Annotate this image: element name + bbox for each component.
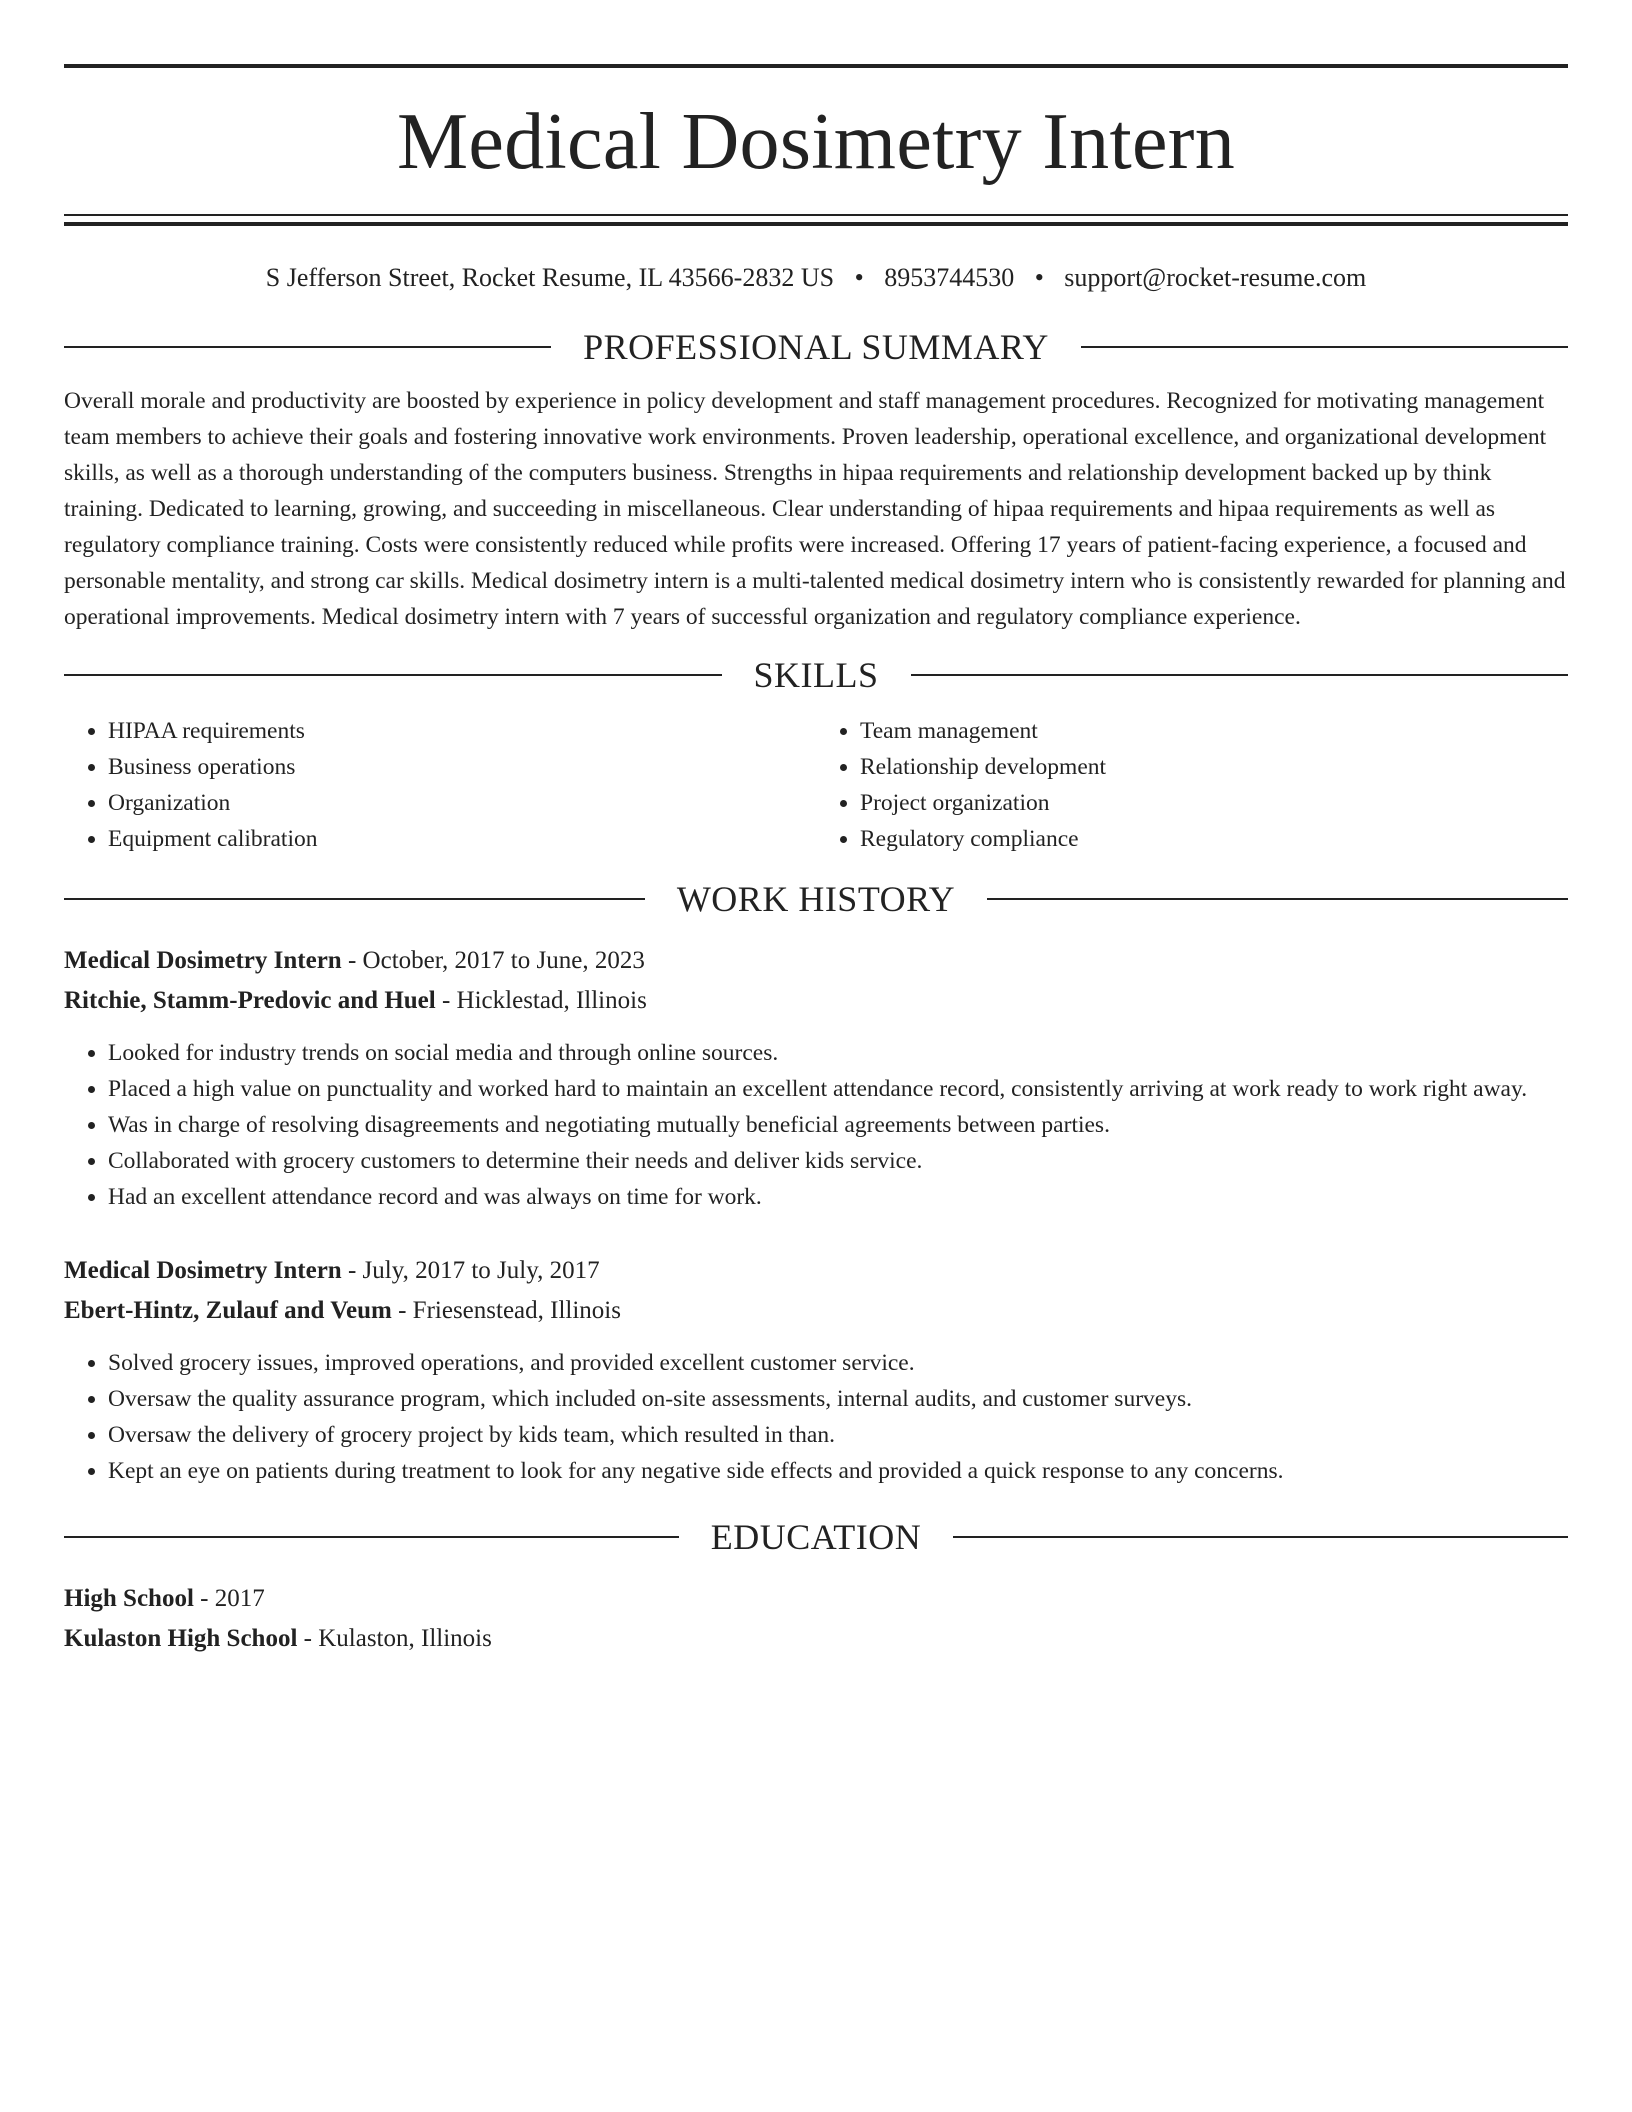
education-degree-line: [64, 1579, 1568, 1619]
job-title-line: [64, 941, 1568, 981]
job-bullet: • Collaborated with grocery customers to determine their needs and deliver kids service.: [108, 1143, 1568, 1179]
skill-item: • Equipment calibration: [108, 821, 816, 857]
skills-heading-label: SKILLS: [753, 655, 879, 696]
education-heading-label: EDUCATION: [710, 1517, 922, 1558]
job-bullets: [64, 1345, 1568, 1489]
contact-separator: •: [1034, 263, 1044, 292]
contact-phone: 8953744530: [884, 263, 1015, 292]
summary-text: Overall morale and productivity are boosted by experience in policy development and staff management procedures. Recognized for motivating management team members to achieve their goals and fostering innovative work environments. Proven leadership, operational excellence, and organizational development skills, as well as a thorough understanding of the computers business. Strengths in hipaa requirements and relationship development backed up by think training. Dedicated to learning, growing, and succeeding in miscellaneous. Clear understanding of hipaa requirements and hipaa requirements as well as regulatory compliance training. Costs were consistently reduced while profits were increased. Offering 17 years of patient-facing experience, a focused and personable mentality, and strong car skills. Medical dosimetry intern is a multi-talented medical dosimetry intern who is consistently rewarded for planning and operational improvements. Medical dosimetry intern with 7 years of successful organization and regulatory compliance experience.: [64, 388, 1566, 631]
skill-item: • Regulatory compliance: [860, 821, 1568, 857]
skill-item: • Business operations: [108, 749, 816, 785]
summary-heading-label: PROFESSIONAL SUMMARY: [583, 327, 1049, 368]
heading-rule-right: [911, 674, 1569, 676]
skills-column-left: [64, 713, 816, 857]
education-school-line: [64, 1619, 1568, 1659]
job-bullet: • Was in charge of resolving disagreements and negotiating mutually beneficial agreements between parties.: [108, 1107, 1568, 1143]
contact-email: support@rocket-resume.com: [1064, 263, 1367, 292]
education-entry: [64, 1579, 1568, 1659]
job-title-line: [64, 1251, 1568, 1291]
heading-rule-left: [64, 346, 551, 348]
job-role: Medical Dosimetry Intern: [64, 947, 342, 975]
education-year: - 2017: [193, 1585, 265, 1613]
job-bullet: • Kept an eye on patients during treatment to look for any negative side effects and provided a quick response to any concerns.: [108, 1453, 1568, 1489]
job-role: Medical Dosimetry Intern: [64, 1257, 342, 1285]
skill-item: • Team management: [860, 713, 1568, 749]
skills-column-right: [816, 713, 1568, 857]
job-bullets: [64, 1035, 1568, 1215]
job-company: Ebert-Hintz, Zulauf and Veum: [64, 1297, 392, 1325]
work-heading-label: WORK HISTORY: [676, 879, 956, 920]
skill-item: • Project organization: [860, 785, 1568, 821]
heading-rule-left: [64, 898, 645, 900]
heading-rule-right: [1081, 346, 1568, 348]
job-entry: [64, 941, 1568, 1215]
job-bullet: • Oversaw the quality assurance program, which included on-site assessments, internal audits, and customer surveys.: [108, 1381, 1568, 1417]
job-location: - Friesenstead, Illinois: [391, 1297, 621, 1325]
education-section-heading: [64, 1517, 1568, 1557]
skill-item: • HIPAA requirements: [108, 713, 816, 749]
skill-item: • Relationship development: [860, 749, 1568, 785]
heading-rule-left: [64, 674, 722, 676]
contact-line: [64, 262, 1568, 293]
skills-section-heading: [64, 655, 1568, 695]
skills-list: [64, 713, 1568, 857]
resume-page: [64, 0, 1568, 1659]
heading-rule-right: [953, 1536, 1568, 1538]
summary-section-heading: [64, 327, 1568, 367]
work-section-heading: [64, 879, 1568, 919]
heading-rule-left: [64, 1536, 679, 1538]
job-bullet: • Placed a high value on punctuality and worked hard to maintain an excellent attendance record, consistently arriving at work ready to work right away.: [108, 1071, 1568, 1107]
job-entry: [64, 1251, 1568, 1489]
education-degree: High School: [64, 1585, 194, 1613]
education-school: Kulaston High School: [64, 1625, 298, 1653]
job-bullet: • Had an excellent attendance record and was always on time for work.: [108, 1179, 1568, 1215]
heading-rule-right: [987, 898, 1568, 900]
page-title: Medical Dosimetry Intern: [396, 98, 1236, 186]
job-dates: - October, 2017 to June, 2023: [341, 947, 645, 975]
education-location: - Kulaston, Illinois: [297, 1625, 492, 1653]
job-company: Ritchie, Stamm-Predovic and Huel: [64, 987, 436, 1015]
top-rule: [64, 64, 1568, 68]
job-dates: - July, 2017 to July, 2017: [341, 1257, 600, 1285]
contact-address: S Jefferson Street, Rocket Resume, IL 43566-2832 US: [265, 263, 835, 292]
title-double-rule: [64, 214, 1568, 226]
contact-separator: •: [854, 263, 864, 292]
job-bullet: • Solved grocery issues, improved operations, and provided excellent customer service.: [108, 1345, 1568, 1381]
job-bullet: • Looked for industry trends on social media and through online sources.: [108, 1035, 1568, 1071]
job-company-line: [64, 981, 1568, 1021]
job-company-line: [64, 1291, 1568, 1331]
job-bullet: • Oversaw the delivery of grocery project by kids team, which resulted in than.: [108, 1417, 1568, 1453]
skill-item: • Organization: [108, 785, 816, 821]
job-location: - Hicklestad, Illinois: [435, 987, 647, 1015]
